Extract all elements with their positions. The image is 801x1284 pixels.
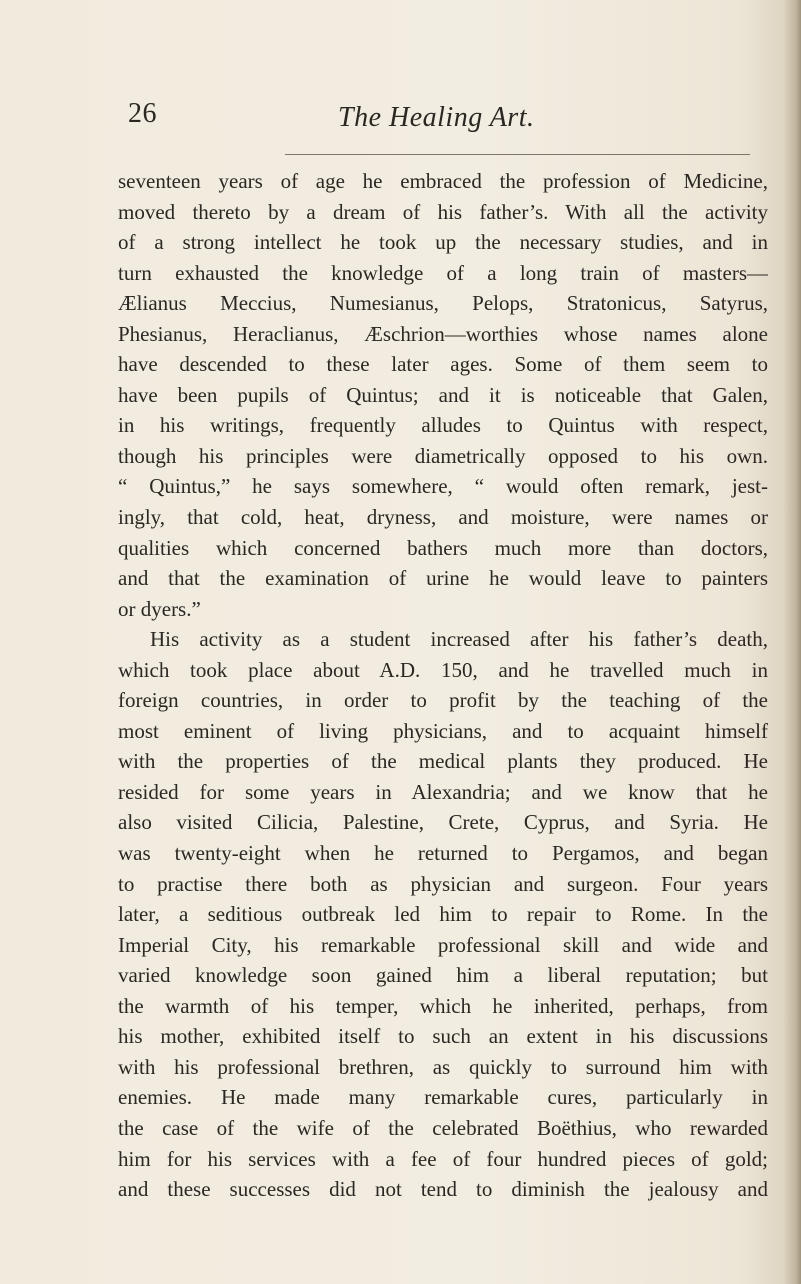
page-edge-shadow bbox=[783, 0, 801, 1284]
text-line: have descended to these later ages. Some of them seem to bbox=[118, 352, 768, 377]
paragraph-end-line: or dyers.” bbox=[118, 596, 201, 621]
text-line: “ Quintus,” he says somewhere, “ would often remark, jest- bbox=[118, 474, 768, 499]
text-line: also visited Cilicia, Palestine, Crete, Cyprus, and Syria. He bbox=[118, 810, 768, 835]
text-line: to practise there both as physician and surgeon. Four years bbox=[118, 871, 768, 896]
header-rule bbox=[285, 154, 750, 155]
text-line: Imperial City, his remarkable professional skill and wide and bbox=[118, 932, 768, 957]
text-line: with his professional brethren, as quickly to surround him with bbox=[118, 1054, 768, 1079]
text-line: the case of the wife of the celebrated Boëthius, who rewarded bbox=[118, 1115, 768, 1140]
text-line: him for his services with a fee of four hundred pieces of gold; bbox=[118, 1146, 768, 1171]
text-line: the warmth of his temper, which he inherited, perhaps, from bbox=[118, 993, 768, 1018]
text-line: resided for some years in Alexandria; and we know that he bbox=[118, 779, 768, 804]
paragraph-start-line: His activity as a student increased after his father’s death, bbox=[150, 627, 768, 652]
text-line: of a strong intellect he took up the necessary studies, and in bbox=[118, 230, 768, 255]
text-line: have been pupils of Quintus; and it is noticeable that Galen, bbox=[118, 382, 768, 407]
text-line: ingly, that cold, heat, dryness, and moisture, were names or bbox=[118, 505, 768, 530]
text-line: and these successes did not tend to diminish the jealousy and bbox=[118, 1177, 768, 1202]
running-title: The Healing Art. bbox=[338, 102, 535, 133]
text-line: and that the examination of urine he would leave to painters bbox=[118, 566, 768, 591]
text-line: varied knowledge soon gained him a liberal reputation; but bbox=[118, 963, 768, 988]
text-line: Phesianus, Heraclianus, Æschrion—worthies whose names alone bbox=[118, 321, 768, 346]
text-line: Ælianus Meccius, Numesianus, Pelops, Stratonicus, Satyrus, bbox=[118, 291, 768, 316]
text-line: later, a seditious outbreak led him to repair to Rome. In the bbox=[118, 902, 768, 927]
text-line: which took place about A.D. 150, and he travelled much in bbox=[118, 657, 768, 682]
text-line: turn exhausted the knowledge of a long train of masters— bbox=[118, 260, 768, 285]
text-line: moved thereto by a dream of his father’s. With all the activity bbox=[118, 199, 768, 224]
body-text bbox=[118, 166, 768, 1205]
text-line: qualities which concerned bathers much more than doctors, bbox=[118, 535, 768, 560]
text-line: his mother, exhibited itself to such an extent in his discussions bbox=[118, 1024, 768, 1049]
text-line: with the properties of the medical plants they produced. He bbox=[118, 749, 768, 774]
text-line: seventeen years of age he embraced the profession of Medicine, bbox=[118, 169, 768, 193]
text-line: was twenty-eight when he returned to Pergamos, and began bbox=[118, 841, 768, 866]
text-line: though his principles were diametrically opposed to his own. bbox=[118, 443, 768, 468]
text-line: most eminent of living physicians, and to acquaint himself bbox=[118, 718, 768, 743]
page-number: 26 bbox=[128, 98, 157, 129]
text-line: foreign countries, in order to profit by the teaching of the bbox=[118, 688, 768, 713]
text-line: in his writings, frequently alludes to Quintus with respect, bbox=[118, 413, 768, 438]
text-line: enemies. He made many remarkable cures, particularly in bbox=[118, 1085, 768, 1110]
